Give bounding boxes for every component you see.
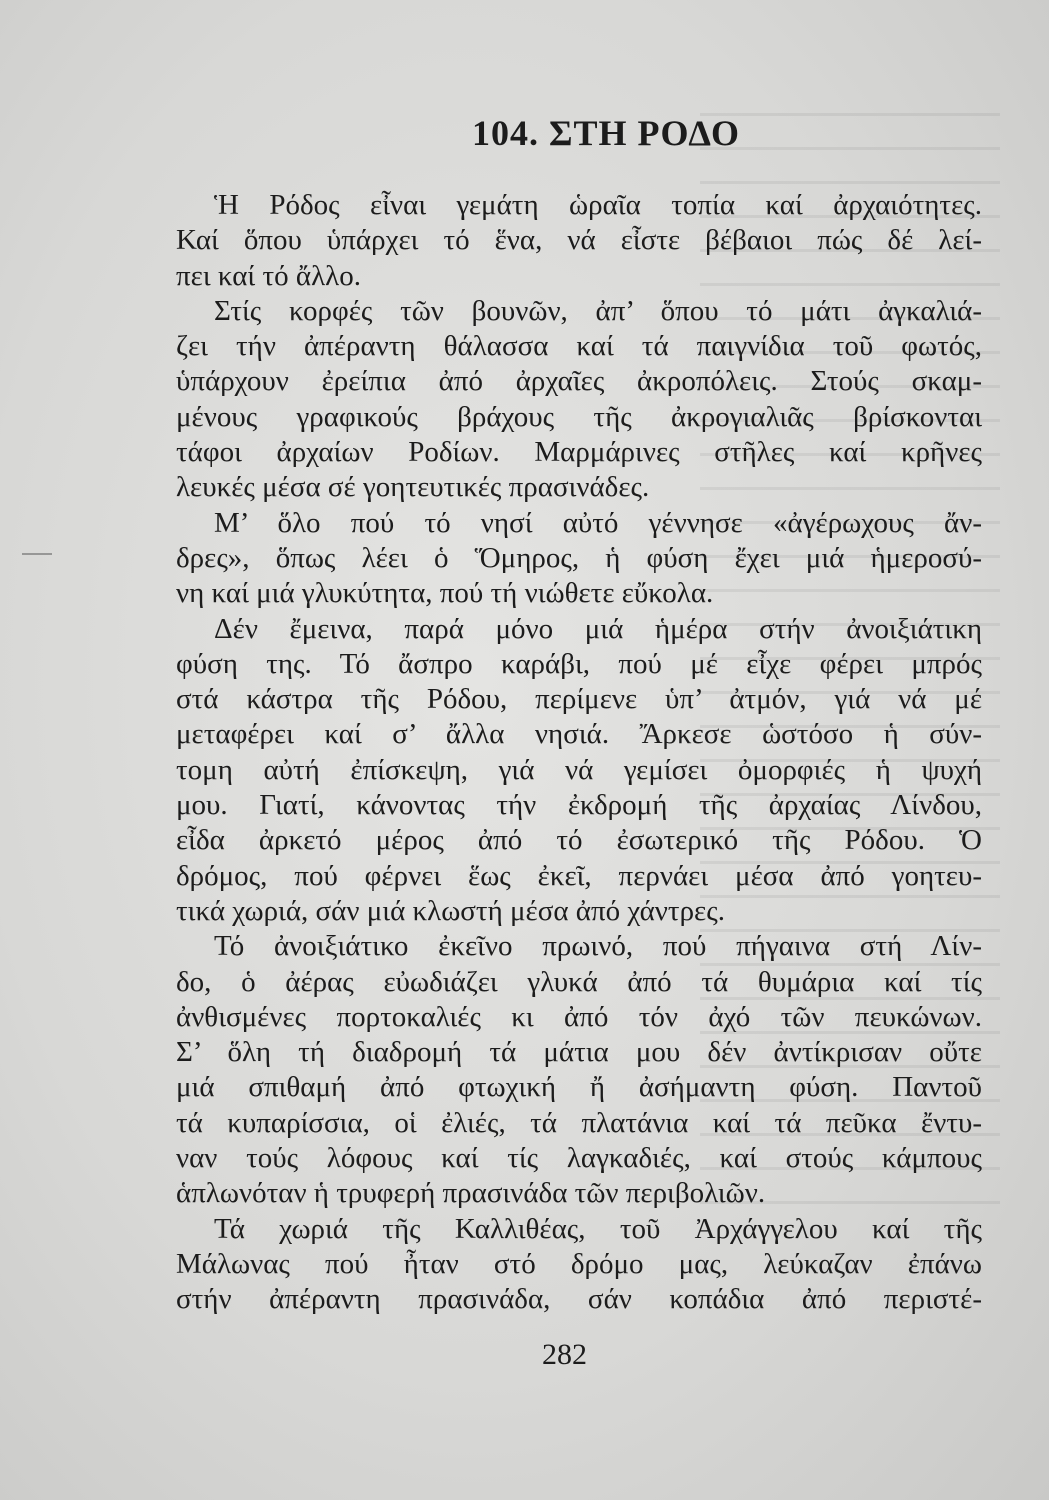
text-line: εἶδα ἀρκετό μέρος ἀπό τό ἐσωτερικό τῆς Ρόδου. Ὁ xyxy=(176,824,982,857)
margin-mark xyxy=(22,553,52,555)
text-line: φύση της. Τό ἄσπρο καράβι, πού μέ εἶχε φέρει μπρός xyxy=(176,647,982,680)
text-line: Δέν ἔμεινα, παρά μόνο μιά ἡμέρα στήν ἀνοιξιάτικη xyxy=(214,612,982,645)
text-line: μιά σπιθαμή ἀπό φτωχική ἤ ἀσήμαντη φύση. Παντοῦ xyxy=(176,1071,982,1104)
text-line: τομη αὐτή ἐπίσκεψη, γιά νά γεμίσει ὀμορφιές ἡ ψυχή xyxy=(176,753,982,786)
chapter-heading: 104. ΣΤΗ ΡΟΔΟ xyxy=(472,113,741,153)
text-line: Σ’ ὅλη τή διαδρομή τά μάτια μου δέν ἀντίκρισαν οὔτε xyxy=(176,1036,982,1069)
text-line: μεταφέρει καί σ’ ἄλλα νησιά. Ἄρκεσε ὡστόσο ἡ σύν- xyxy=(176,718,982,751)
text-line: Στίς κορφές τῶν βουνῶν, ἀπ’ ὅπου τό μάτι ἀγκαλιά- xyxy=(214,294,982,327)
text-line: νη καί μιά γλυκύτητα, πού τή νιώθετε εὔκολα. xyxy=(176,577,714,610)
text-line: δρόμος, πού φέρνει ἕως ἐκεῖ, περνάει μέσα ἀπό γοητευ- xyxy=(176,859,982,892)
text-line: ἁπλωνόταν ἡ τρυφερή πρασινάδα τῶν περιβολιῶν. xyxy=(176,1177,766,1210)
text-line: ναν τούς λόφους καί τίς λαγκαδιές, καί στούς κάμπους xyxy=(176,1142,982,1175)
text-line: Ἡ Ρόδος εἶναι γεμάτη ὡραῖα τοπία καί ἀρχαιότητες. xyxy=(214,189,982,221)
text-line: δρες», ὅπως λέει ὁ Ὅμηρος, ἡ φύση ἔχει μιά ἡμεροσύ- xyxy=(176,541,982,574)
body-text xyxy=(176,188,982,1318)
text-line: Καί ὅπου ὑπάρχει τό ἕνα, νά εἶστε βέβαιοι πώς δέ λεί- xyxy=(176,224,982,257)
text-line: τικά χωριά, σάν μιά κλωστή μέσα ἀπό χάντρες. xyxy=(176,894,725,927)
text-line: ζει τήν ἀπέραντη θάλασσα καί τά παιγνίδια τοῦ φωτός, xyxy=(176,330,982,363)
text-line: πει καί τό ἄλλο. xyxy=(176,259,361,292)
text-line: ὑπάρχουν ἐρείπια ἀπό ἀρχαῖες ἀκροπόλεις. Στούς σκαμ- xyxy=(176,365,982,398)
text-line: τάφοι ἀρχαίων Ροδίων. Μαρμάρινες στῆλες καί κρῆνες xyxy=(176,436,982,469)
text-line: στήν ἀπέραντη πρασινάδα, σάν κοπάδια ἀπό περιστέ- xyxy=(176,1283,982,1316)
text-line: ἀνθισμένες πορτοκαλιές κι ἀπό τόν ἀχό τῶν πευκώνων. xyxy=(176,1000,982,1033)
text-line: δο, ὁ ἀέρας εὐωδιάζει γλυκά ἀπό τά θυμάρια καί τίς xyxy=(176,965,982,998)
page-number: 282 xyxy=(542,1338,587,1371)
text-line: Μ’ ὅλο πού τό νησί αὐτό γέννησε «ἀγέρωχους ἄν- xyxy=(214,506,982,539)
text-line: Τά χωριά τῆς Καλλιθέας, τοῦ Ἀρχάγγελου καί τῆς xyxy=(214,1212,982,1245)
text-line: λευκές μέσα σέ γοητευτικές πρασινάδες. xyxy=(176,471,650,504)
text-line: Μάλωνας πού ἦταν στό δρόμο μας, λεύκαζαν ἐπάνω xyxy=(176,1247,982,1280)
text-line: τά κυπαρίσσια, οἱ ἐλιές, τά πλατάνια καί τά πεῦκα ἔντυ- xyxy=(176,1106,982,1139)
text-line: Τό ἀνοιξιάτικο ἐκεῖνο πρωινό, πού πήγαινα στή Λίν- xyxy=(214,930,982,963)
text-line: μένους γραφικούς βράχους τῆς ἀκρογιαλιᾶς βρίσκονται xyxy=(176,400,982,433)
text-line: στά κάστρα τῆς Ρόδου, περίμενε ὑπ’ ἀτμόν, γιά νά μέ xyxy=(176,683,982,716)
text-line: μου. Γιατί, κάνοντας τήν ἐκδρομή τῆς ἀρχαίας Λίνδου, xyxy=(176,789,982,822)
